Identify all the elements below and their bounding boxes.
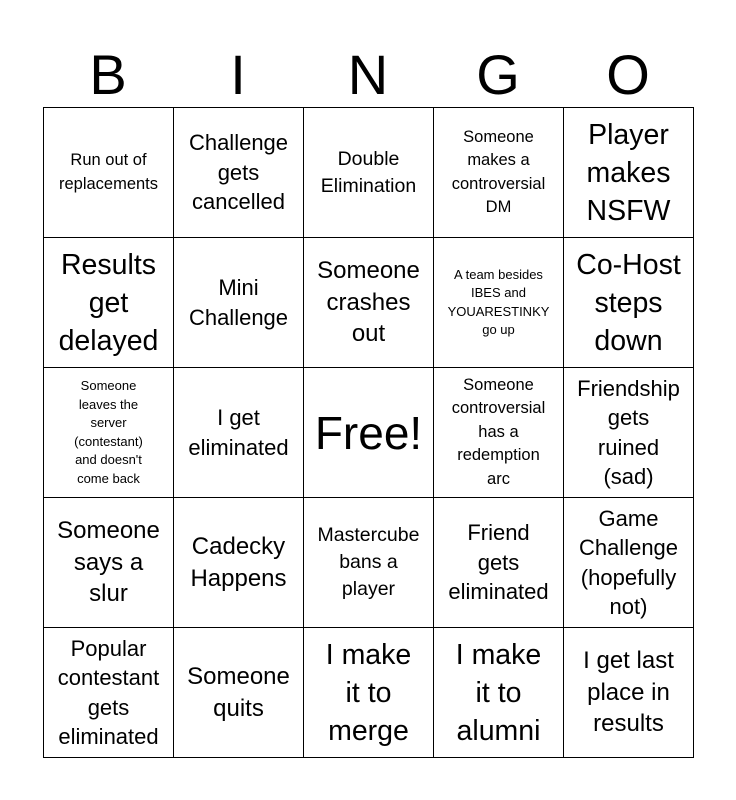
bingo-cell[interactable] xyxy=(434,238,564,368)
bingo-board xyxy=(43,107,694,758)
bingo-cell[interactable] xyxy=(174,368,304,498)
bingo-cell-label: Someone makes a controversial DM xyxy=(451,127,546,216)
bingo-cell[interactable] xyxy=(434,368,564,498)
bingo-cell-label: Mastercube bans a player xyxy=(317,524,420,600)
bingo-cell-label: Mini Challenge xyxy=(188,275,289,330)
bingo-cell[interactable] xyxy=(304,108,434,238)
bingo-cell[interactable] xyxy=(564,498,694,628)
bingo-cell[interactable] xyxy=(434,108,564,238)
bingo-cell[interactable] xyxy=(174,498,304,628)
header-letter-g: G xyxy=(476,43,520,106)
bingo-cell[interactable] xyxy=(44,368,174,498)
bingo-cell[interactable] xyxy=(44,108,174,238)
bingo-cell-label: Popular contestant gets eliminated xyxy=(57,635,160,749)
bingo-cell[interactable] xyxy=(44,628,174,758)
bingo-cell-label: Someone leaves the server (contestant) and doesn't come back xyxy=(74,378,143,486)
bingo-cell[interactable] xyxy=(564,628,694,758)
bingo-cell-label: Game Challenge (hopefully not) xyxy=(578,505,679,619)
bingo-cell-label: Friend gets eliminated xyxy=(448,520,549,605)
bingo-cell[interactable] xyxy=(434,498,564,628)
bingo-cell-label: Double Elimination xyxy=(320,147,417,197)
bingo-cell[interactable] xyxy=(564,238,694,368)
bingo-cell[interactable] xyxy=(174,108,304,238)
bingo-cell[interactable] xyxy=(174,628,304,758)
header-letter-o: O xyxy=(606,43,650,106)
header-letter-b: B xyxy=(89,43,127,106)
bingo-cell-label: I make it to alumni xyxy=(455,638,542,747)
bingo-cell-label: Co-Host steps down xyxy=(576,248,681,357)
bingo-cell[interactable] xyxy=(304,628,434,758)
bingo-cell[interactable] xyxy=(564,108,694,238)
bingo-cell-label: I make it to merge xyxy=(325,638,412,747)
header-letter-i: I xyxy=(230,43,246,106)
bingo-cell-label: Run out of replacements xyxy=(58,151,159,193)
bingo-cell-label: Free! xyxy=(314,406,423,459)
bingo-cell-label: Player makes NSFW xyxy=(586,118,671,227)
bingo-cell-label: Friendship gets ruined (sad) xyxy=(577,375,680,489)
bingo-cell-label: I get last place in results xyxy=(583,647,674,738)
bingo-cell[interactable] xyxy=(44,498,174,628)
free-space-cell[interactable] xyxy=(304,368,434,498)
bingo-cell[interactable] xyxy=(174,238,304,368)
bingo-cell[interactable] xyxy=(304,238,434,368)
bingo-cell-label: Cadecky Happens xyxy=(190,533,287,592)
bingo-header xyxy=(43,42,693,108)
bingo-cell[interactable] xyxy=(564,368,694,498)
bingo-cell-label: A team besides IBES and YOUARESTINKY go up xyxy=(447,266,550,337)
bingo-cell-label: Someone quits xyxy=(187,663,290,722)
bingo-cell-label: Someone controversial has a redemption arc xyxy=(451,375,546,488)
bingo-cell-label: Challenge gets cancelled xyxy=(188,130,289,215)
bingo-cell-label: I get eliminated xyxy=(188,405,289,460)
bingo-cell-label: Someone says a slur xyxy=(57,517,160,608)
bingo-cell[interactable] xyxy=(304,498,434,628)
bingo-cell[interactable] xyxy=(44,238,174,368)
bingo-cell-label: Results get delayed xyxy=(58,248,159,357)
bingo-cell[interactable] xyxy=(434,628,564,758)
header-letter-n: N xyxy=(347,43,389,106)
bingo-cell-label: Someone crashes out xyxy=(317,257,420,348)
